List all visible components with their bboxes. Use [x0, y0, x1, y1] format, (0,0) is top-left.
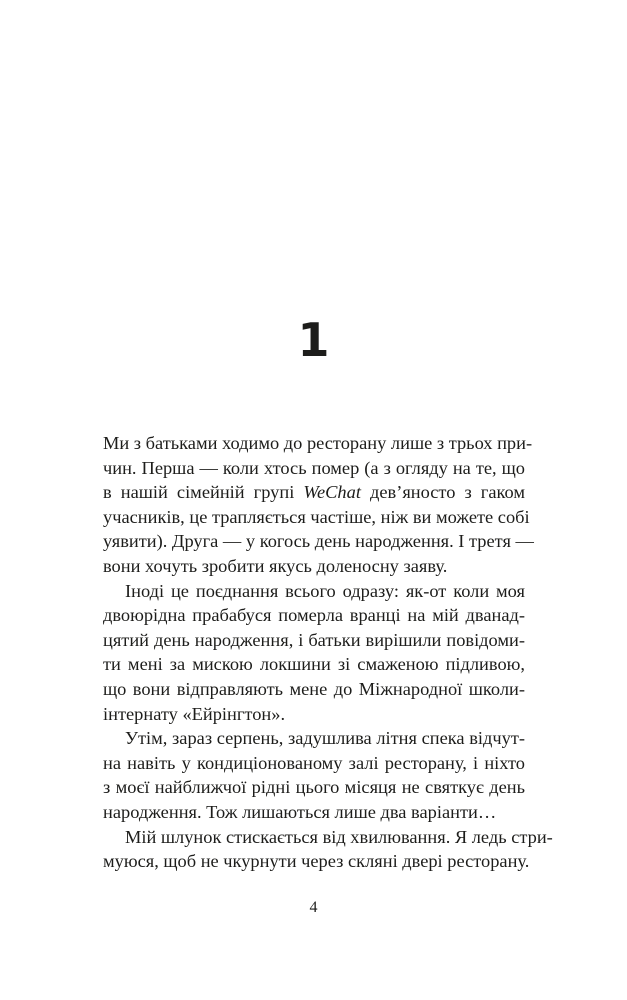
text-line	[103, 480, 525, 505]
page-number: 4	[309, 899, 318, 916]
text-line: вони хочуть зробити якусь доленосну заяву.	[103, 555, 448, 576]
text-line: уявити). Друга — у когось день народження. І третя —	[103, 531, 534, 552]
text-line: Утім, зараз серпень, задушлива літня спека відчут-	[125, 728, 525, 749]
text-line: Іноді це поєднання всього одразу: як-от коли моя	[125, 580, 525, 601]
text-line: муюся, щоб не чкурнути через скляні двері ресторану.	[103, 851, 530, 872]
text-line: двоюрідна прабабуся померла вранці на мій дванад-	[103, 605, 525, 626]
text-line: ти мені за мискою локшини зі смаженою підливою,	[103, 654, 525, 675]
text-line: з моєї найближчої рідні цього місяця не святкує день	[103, 777, 525, 798]
chapter-body-text	[103, 431, 553, 874]
text-line: народження. Тож лишаються лише два варіанти…	[103, 801, 497, 822]
chapter-number: 1	[297, 313, 330, 367]
text-line: Ми з батьками ходимо до ресторану лише з трьох при-	[103, 433, 533, 453]
text-segment: в нашій сімейній групі	[103, 482, 304, 503]
text-line: цятий день народження, і батьки вирішили повідоми-	[103, 629, 525, 650]
italic-app-name: WeChat	[303, 482, 361, 503]
text-line: Мій шлунок стискається від хвилювання. Я ледь стри-	[125, 826, 553, 847]
text-line: що вони відправляють мене до Міжнародної школи-	[103, 678, 525, 699]
text-line: учасників, це трапляється частіше, ніж ви можете собі	[103, 506, 530, 527]
text-line: інтернату «Ейрінгтон».	[103, 703, 286, 724]
text-line: на навіть у кондиціонованому залі ресторану, і ніхто	[103, 752, 525, 773]
text-segment: дев’яносто з гаком	[360, 482, 525, 503]
text-line: чин. Перша — коли хтось помер (а з огляду на те, що	[103, 457, 525, 478]
